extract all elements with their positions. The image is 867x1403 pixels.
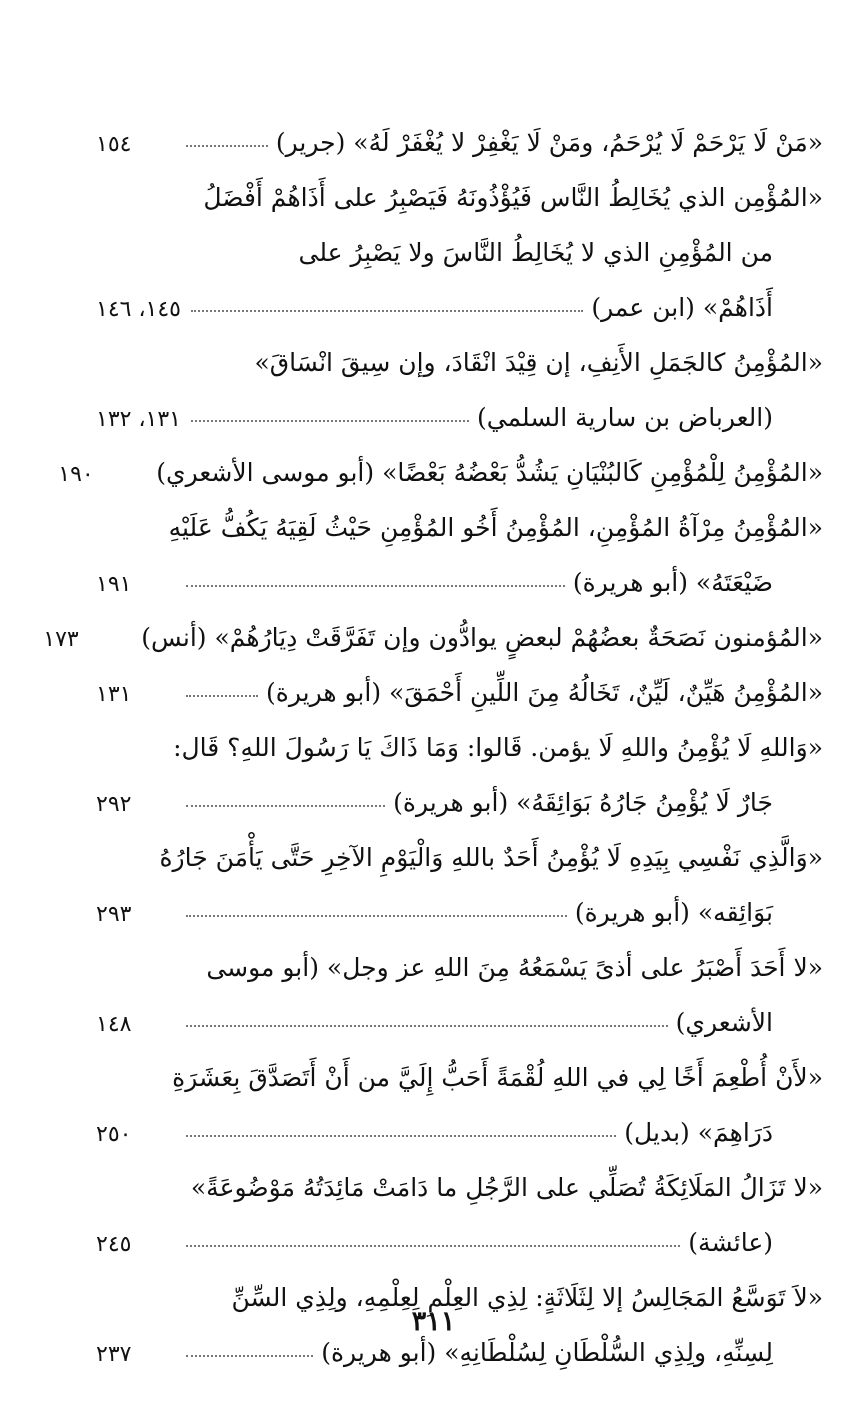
index-entry-continuation	[96, 1108, 823, 1163]
index-entry-continuation	[96, 393, 823, 448]
index-entry-continuation	[96, 998, 823, 1053]
dot-leader	[186, 915, 567, 917]
entry-text: «المُؤْمِنُ لِلْمُؤْمِنِ كَالبُنْيَانِ يَشُدُّ بَعْضُهُ بَعْضًا» (أبو موسى الأشعري)	[156, 458, 823, 487]
index-entry	[43, 613, 823, 668]
dot-leader	[191, 310, 583, 312]
entry-page-ref: ١٩١	[96, 572, 132, 597]
index-entry	[96, 723, 823, 778]
entry-text: «لأَنْ أُطْعِمَ أَخًا لِي في اللهِ لُقْمَةً أَحَبُّ إِلَيَّ من أَنْ أَتَصَدَّقَ بِعَشَرَةِ	[172, 1063, 823, 1092]
entry-text: «المُؤْمِنُ مِرْآةُ المُؤْمِنِ، المُؤْمِنُ أَخُو المُؤْمِنِ حَيْثُ لَقِيَهُ يَكُفُّ عَلَيْهِ	[168, 513, 823, 542]
dot-leader	[186, 585, 565, 587]
entry-text: «لا تَزَالُ المَلَائِكَةُ تُصَلِّي على الرَّجُلِ ما دَامَتْ مَائِدَتُهُ مَوْضُوعَةً»	[190, 1173, 823, 1202]
dot-leader	[186, 1355, 313, 1357]
index-entry	[96, 1053, 823, 1108]
dot-leader	[186, 1245, 680, 1247]
entry-page-ref: ٢٩٣	[96, 902, 132, 927]
dot-leader	[186, 805, 385, 807]
entry-page-ref: ١٤٥، ١٤٦	[96, 297, 181, 322]
index-entry	[96, 173, 823, 228]
entry-text: «لاَ تَوَسَّعُ المَجَالِسُ إلا لِثَلَاثَةٍ: لِذِي العِلْمِ لِعِلْمِهِ، ولِذِي السِّنِّ	[231, 1283, 823, 1312]
index-entry-continuation	[96, 888, 823, 943]
entry-page-ref: ١٩٠	[58, 462, 94, 487]
entry-text: «مَنْ لَا يَرْحَمْ لَا يُرْحَمُ، ومَنْ لَا يَغْفِرْ لا يُغْفَرْ لَهُ» (جرير)	[275, 128, 823, 157]
entry-page-ref: ٢٤٥	[96, 1232, 132, 1257]
entry-text: الأشعري)	[675, 1008, 773, 1037]
entry-text: (عائشة)	[688, 1228, 773, 1257]
index-entry-continuation	[96, 1218, 823, 1273]
entry-text: «لا أَحَدَ أَصْبَرُ على أذىً يَسْمَعُهُ مِنَ اللهِ عز وجل» (أبو موسى	[206, 953, 823, 982]
entry-page-ref: ٢٥٠	[96, 1122, 132, 1147]
index-entry	[96, 1163, 823, 1218]
index-entry-continuation	[96, 778, 823, 833]
entry-text: «المُؤْمِن الذي يُخَالِطُ النَّاس فَيُؤْذُونَهُ فَيَصْبِرُ على أَذَاهُمْ أَفْضَلُ	[203, 183, 823, 212]
index-entry	[96, 943, 823, 998]
entry-text: «وَاللهِ لَا يُؤْمِنُ واللهِ لَا يؤمن. قَالوا: وَمَا ذَاكَ يَا رَسُولَ اللهِ؟ قَال:	[173, 733, 823, 762]
entry-page-ref: ٢٩٢	[96, 792, 132, 817]
entry-text: «المُؤْمِنُ كالجَمَلِ الأَنِفِ، إن قِيْدَ انْقَادَ، وإن سِيقَ انْسَاقَ»	[254, 348, 823, 377]
index-entry	[96, 338, 823, 393]
entry-text: لِسِنِّهِ، ولِذِي السُّلْطَانِ لِسُلْطَانِهِ» (أبو هريرة)	[321, 1338, 773, 1367]
entry-page-ref: ١٧٣	[43, 627, 79, 652]
entry-text: «المُؤمنون نَصَحَةٌ بعضُهُمْ لبعضٍ يوادُّون وإن تَفَرَّقَتْ دِيَارُهُمْ» (أنس)	[141, 623, 823, 652]
entry-page-ref: ١٣١	[96, 682, 132, 707]
entry-text: «وَالَّذِي نَفْسِي بِيَدِهِ لَا يُؤْمِنُ أَحَدٌ باللهِ وَالْيَوْمِ الآخِرِ حَتَّى يَأْمَنَ جَارُهُ	[159, 843, 823, 872]
index-entry	[58, 448, 823, 503]
dot-leader	[191, 420, 469, 422]
entry-text: بَوَائِقه» (أبو هريرة)	[574, 898, 773, 927]
entry-page-ref: ١٤٨	[96, 1012, 132, 1037]
entry-text: أَذَاهُمْ» (ابن عمر)	[591, 293, 773, 322]
entry-text: جَارٌ لَا يُؤْمِنُ جَارُهُ بَوَائِقَهُ» (أبو هريرة)	[393, 788, 773, 817]
entry-page-ref: ٢٣٧	[96, 1342, 132, 1367]
dot-leader	[186, 1025, 668, 1027]
entry-text: دَرَاهِمَ» (بديل)	[624, 1118, 773, 1147]
page-number: ٣١١	[411, 1306, 456, 1337]
entry-text: (العرباض بن سارية السلمي)	[477, 403, 773, 432]
dot-leader	[186, 145, 268, 147]
entry-page-ref: ١٥٤	[96, 132, 132, 157]
hadith-index-list	[43, 118, 823, 1383]
entry-text: «المُؤْمِنُ هَيِّنٌ، لَيِّنٌ، تَخَالُهُ مِنَ اللِّينِ أَحْمَقَ» (أبو هريرة)	[265, 678, 823, 707]
dot-leader	[186, 1135, 616, 1137]
index-entry	[96, 833, 823, 888]
index-entry	[96, 118, 823, 173]
entry-text: من المُؤْمِنِ الذي لا يُخَالِطُ النَّاسَ ولا يَصْبِرُ على	[298, 238, 773, 267]
entry-text: ضَيْعَتَهُ» (أبو هريرة)	[572, 568, 773, 597]
entry-page-ref: ١٣١، ١٣٢	[96, 407, 181, 432]
dot-leader	[186, 695, 258, 697]
index-entry	[96, 503, 823, 558]
index-entry	[96, 668, 823, 723]
index-entry-continuation	[96, 283, 823, 338]
index-entry-continuation	[96, 558, 823, 613]
index-entry-continuation	[96, 228, 823, 283]
